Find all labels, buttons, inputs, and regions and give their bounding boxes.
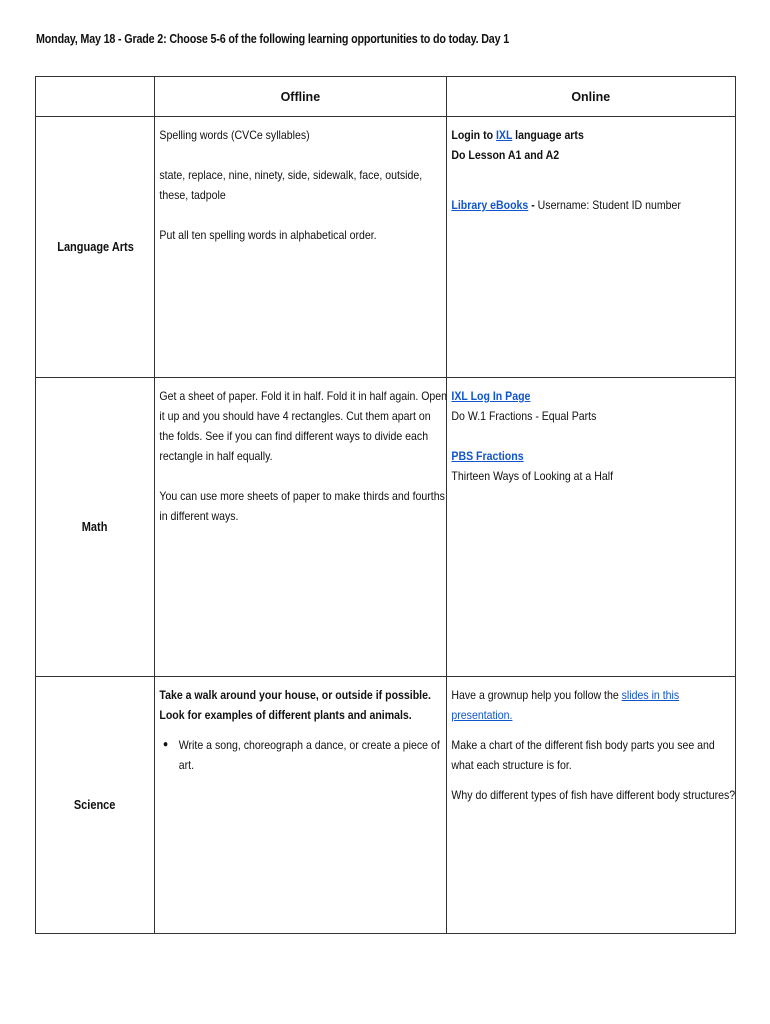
subject-label-science: Science — [74, 798, 116, 812]
la-ebooks-dash: - — [527, 198, 538, 212]
science-question: Why do different types of fish have different body structures? — [450, 788, 735, 802]
online-cell-language-arts — [446, 117, 735, 378]
table-header-row — [36, 77, 736, 117]
table-row-math — [36, 378, 736, 677]
la-login-prefix: Login to — [450, 128, 496, 142]
table-row-language-arts — [36, 117, 736, 378]
header-online-cell — [446, 77, 735, 117]
table-row-science — [36, 677, 736, 934]
subject-cell-math — [36, 378, 155, 677]
slides-presentation-link[interactable]: slides in this presentation. — [450, 688, 679, 722]
header-subject-cell — [36, 77, 155, 117]
la-spelling-words: state, replace, nine, ninety, side, sidewalk, face, outside, these, tadpole — [159, 168, 423, 202]
bullet-icon: ● — [163, 739, 169, 750]
math-offline-paragraph-1: Get a sheet of paper. Fold it in half. Fold it in half again. Open it up and you should have 4 rectangles. Cut them apart on the folds. See if you can find different ways to divide each rectangle in half equally. — [159, 389, 448, 463]
science-offline-bold-text: Take a walk around your house, or outside if possible. Look for examples of different plants and animals. — [159, 688, 432, 722]
la-ebooks-line — [451, 195, 738, 215]
science-bullet-item — [160, 735, 449, 775]
ixl-login-page-link[interactable]: IXL Log In Page — [450, 389, 530, 403]
library-ebooks-link[interactable]: Library eBooks — [450, 198, 528, 212]
offline-cell-language-arts — [155, 117, 446, 378]
math-pbs-line — [451, 446, 738, 466]
pbs-fractions-link[interactable]: PBS Fractions — [450, 449, 524, 463]
la-ebooks-note: Username: Student ID number — [537, 198, 681, 212]
header-online-label: Online — [571, 90, 611, 104]
learning-opportunities-table — [35, 76, 736, 934]
header-offline-cell — [155, 77, 446, 117]
science-chart-task: Make a chart of the different fish body parts you see and what each structure is for. — [450, 738, 715, 772]
offline-cell-science — [155, 677, 446, 934]
ixl-language-arts-link[interactable]: IXL — [495, 128, 512, 142]
subject-label-math: Math — [82, 520, 108, 534]
header-subject-label — [36, 77, 154, 87]
la-login-line — [451, 125, 738, 145]
subject-cell-science — [36, 677, 155, 934]
math-ixl-lesson: Do W.1 Fractions - Equal Parts — [450, 409, 596, 423]
online-cell-math — [446, 378, 735, 677]
math-pbs-title: Thirteen Ways of Looking at a Half — [450, 469, 613, 483]
science-help-prefix: Have a grownup help you follow the — [450, 688, 622, 702]
header-offline-label: Offline — [280, 90, 321, 104]
math-ixl-line — [451, 386, 738, 406]
la-lesson-line: Do Lesson A1 and A2 — [450, 148, 559, 162]
math-offline-paragraph-2: You can use more sheets of paper to make thirds and fourths in different ways. — [159, 489, 446, 523]
la-offline-instruction: Put all ten spelling words in alphabetical order. — [159, 228, 377, 242]
science-help-line — [451, 685, 738, 725]
subject-cell-language-arts — [36, 117, 155, 378]
science-bullet-text: Write a song, choreograph a dance, or create a piece of art. — [178, 738, 440, 772]
la-offline-topic: Spelling words (CVCe syllables) — [159, 128, 310, 142]
page-title: Monday, May 18 - Grade 2: Choose 5-6 of the following learning opportunities to do today. Day 1 — [36, 32, 510, 46]
subject-label-language-arts: Language Arts — [56, 240, 134, 254]
online-cell-science — [446, 677, 735, 934]
la-login-suffix: language arts — [511, 128, 584, 142]
offline-cell-math — [155, 378, 446, 677]
